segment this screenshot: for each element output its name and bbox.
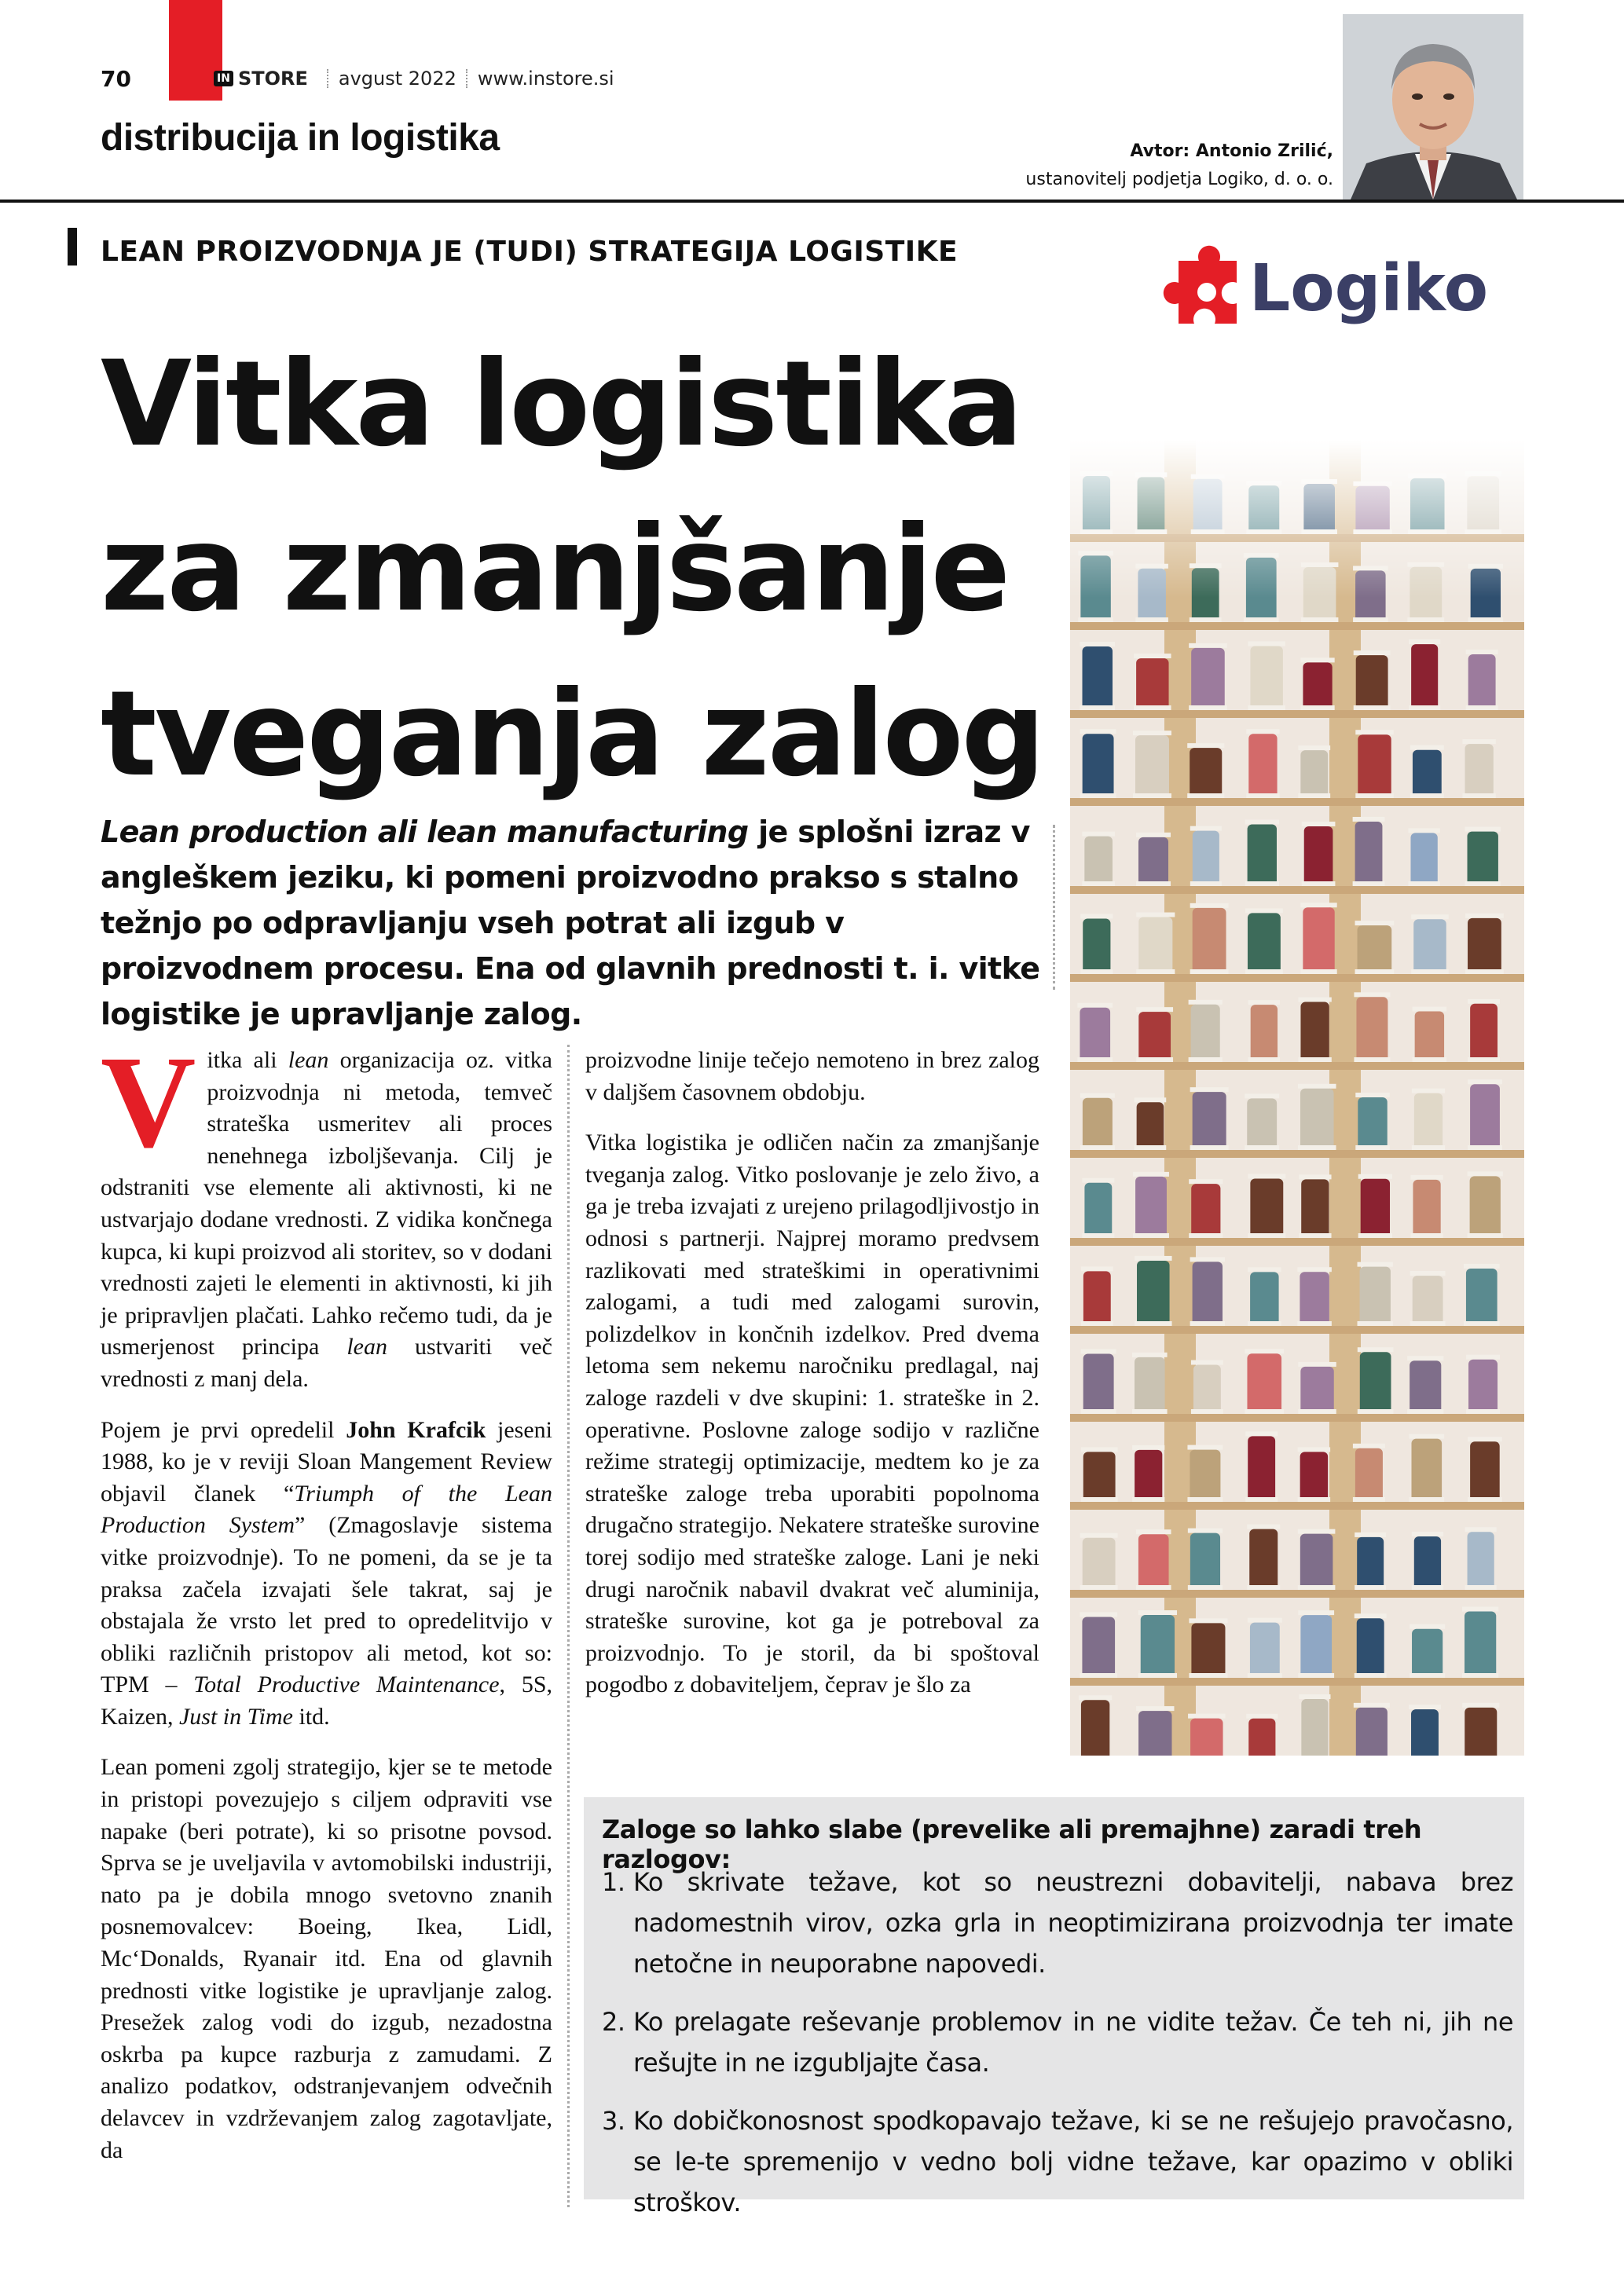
thread-spools-photo xyxy=(1070,440,1524,1756)
author-role: ustanovitelj podjetja Logiko, d. o. o. xyxy=(1025,170,1333,189)
meta-separator xyxy=(327,69,329,88)
logiko-logo xyxy=(1155,236,1524,334)
header-rule xyxy=(0,200,1624,203)
article-column-1 xyxy=(101,1029,552,2185)
lead-dotted-divider xyxy=(1053,825,1055,990)
headline-line: Vitka logistika xyxy=(101,336,1021,473)
author-portrait xyxy=(1343,14,1523,200)
list-item: 2. Ko prelagate reševanje problemov in ne vidite težav. Če teh ni, jih ne rešujte in ne izgubljajte časa. xyxy=(602,2007,1513,2078)
lead-emphasis: Lean production ali lean manufacturing xyxy=(101,815,749,849)
reasons-list xyxy=(602,1862,1513,2240)
paragraph: Vitka ali lean organizacija oz. vitka proizvodnja ni metoda, temveč strateška usmeritev ali proces nenehnega izboljševanja. Cilj je odstraniti vse elemente ali aktivnosti, ki ne ustvarjajo dodane vrednosti. Z vidika končnega kupca, ki kupi proizvod ali storitev, so v dodani vrednosti zajeti le elementi in aktivnosti, ki jih je pripravljen plačati. Lahko rečemo tudi, da je usmerjenost principa lean ustvariti več vrednosti z manj dela. xyxy=(101,1029,552,1392)
author-name: Avtor: Antonio Zrilić, xyxy=(1130,141,1333,161)
magazine-logo-badge: IN xyxy=(214,71,233,86)
issue-date: avgust 2022 xyxy=(338,68,456,90)
article-lead xyxy=(101,809,1043,1037)
magazine-name: STORE xyxy=(237,68,308,90)
section-title: distribucija in logistika xyxy=(101,117,500,159)
article-headline xyxy=(101,322,1083,817)
author-byline xyxy=(1025,137,1333,194)
meta-separator xyxy=(466,69,468,88)
drop-cap: V xyxy=(101,1029,196,1175)
column-dotted-divider xyxy=(567,1045,570,2207)
list-item: 1. Ko skrivate težave, kot so neustrezni dobavitelji, nabava brez nadomestnih virov, ozka grla in neoptimizirana proizvodnja ter imate netočne in neuporabne napovedi. xyxy=(602,1867,1513,1979)
article-column-2 xyxy=(585,1045,1039,1720)
paragraph: Pojem je prvi opredelil John Krafcik jeseni 1988, ko je v reviji Sloan Mangement Review objavil članek “Triumph of the Lean Production System” (Zmagoslavje sistema vitke proizvodnje). To ne pomeni, da se je ta praksa začela izvajati šele takrat, saj je obstajala že vrsto let pred to opredelitvijo v obliki različnih pristopov ali metod, kot so: TPM – Total Productive Maintenance, 5S, Kaizen, Just in Time itd. xyxy=(101,1416,552,1730)
paragraph: Vitka logistika je odličen način za zmanjšanje tveganja zalog. Vitko poslovanje je zelo živo, a ga je treba izvajati z urejeno prilagodljivostjo in odnosi s partnerji. Najprej moramo predvsem razlikovati med strateškimi in operativnimi zalogami, a tudi med zalogami surovin, polizdelkov in končnih izdelkov. Pred dvema letoma sem nekemu naročniku predlagal, naj zaloge razdeli v dve skupini: 1. strateške in 2. operativne. Poslovne zaloge sodijo v različne režime strategij optimizacije, medtem ko je za strateške zaloge treba uporabiti popolnoma drugačno strategijo. Nekatere strateške surovine torej sodijo med strateške zaloge. Lani je neki drugi naročnik nabavil dvakrat več aluminija, strateške surovine, kot ga je potreboval za proizvodnjo. To je storil, da bi spoštoval pogodbo z dobaviteljem, čeprav je šlo za xyxy=(585,1130,1039,1698)
paragraph: proizvodne linije tečejo nemoteno in brez zalog v daljšem časovnem obdobju. xyxy=(585,1047,1039,1105)
puzzle-icon xyxy=(1164,246,1237,324)
article-kicker: LEAN PROIZVODNJA JE (TUDI) STRATEGIJA LOGISTIKE xyxy=(101,236,959,268)
lead-text: je splošni izraz v angleškem jeziku, ki pomeni proizvodno prakso s stalno težnjo po odpravljanju vseh potrat ali izgub v proizvodnem procesu. Ena od glavnih prednosti t. i. vitke logistike je upravljanje zalog. xyxy=(101,815,1040,1031)
logiko-wordmark: Logiko xyxy=(1249,251,1489,326)
reasons-box-title: Zaloge so lahko slabe (prevelike ali premajhne) zaradi treh razlogov: xyxy=(602,1814,1422,1874)
kicker-bar xyxy=(68,228,77,265)
list-item: 3. Ko dobičkonosnost spodkopavajo težave, ki se ne rešujejo pravočasno, se le-te spremenijo v vedno bolj vidne težave, kar opazimo v obliki stroškov. xyxy=(602,2106,1513,2217)
page-number: 70 xyxy=(101,66,131,92)
headline-line: tveganja zalog xyxy=(101,666,1043,803)
issue-meta xyxy=(214,68,614,90)
headline-line: za zmanjšanje xyxy=(101,501,1009,638)
website-link[interactable]: www.instore.si xyxy=(477,68,614,90)
paragraph: Lean pomeni zgolj strategijo, kjer se te metode in pristopi povezujejo s ciljem odpraviti vse napake (beri potrate), ki so prisotne povsod. Sprva se je uveljavila v avtomobilski industriji, nato pa je dobila mnogo svetovno znanih posnemovalcev: Boeing, Ikea, Lidl, Mc‘Donalds, Ryanair itd. Ena od glavnih prednosti vitke logistike je upravljanje zalog. Presežek zalog vodi do izgub, nezadostna oskrba pa kupce razburja z zamudami. Z analizo podatkov, odstranjevanjem odvečnih delavcev in vzdrževanjem zalog zagotavljate, da xyxy=(101,1754,552,2163)
